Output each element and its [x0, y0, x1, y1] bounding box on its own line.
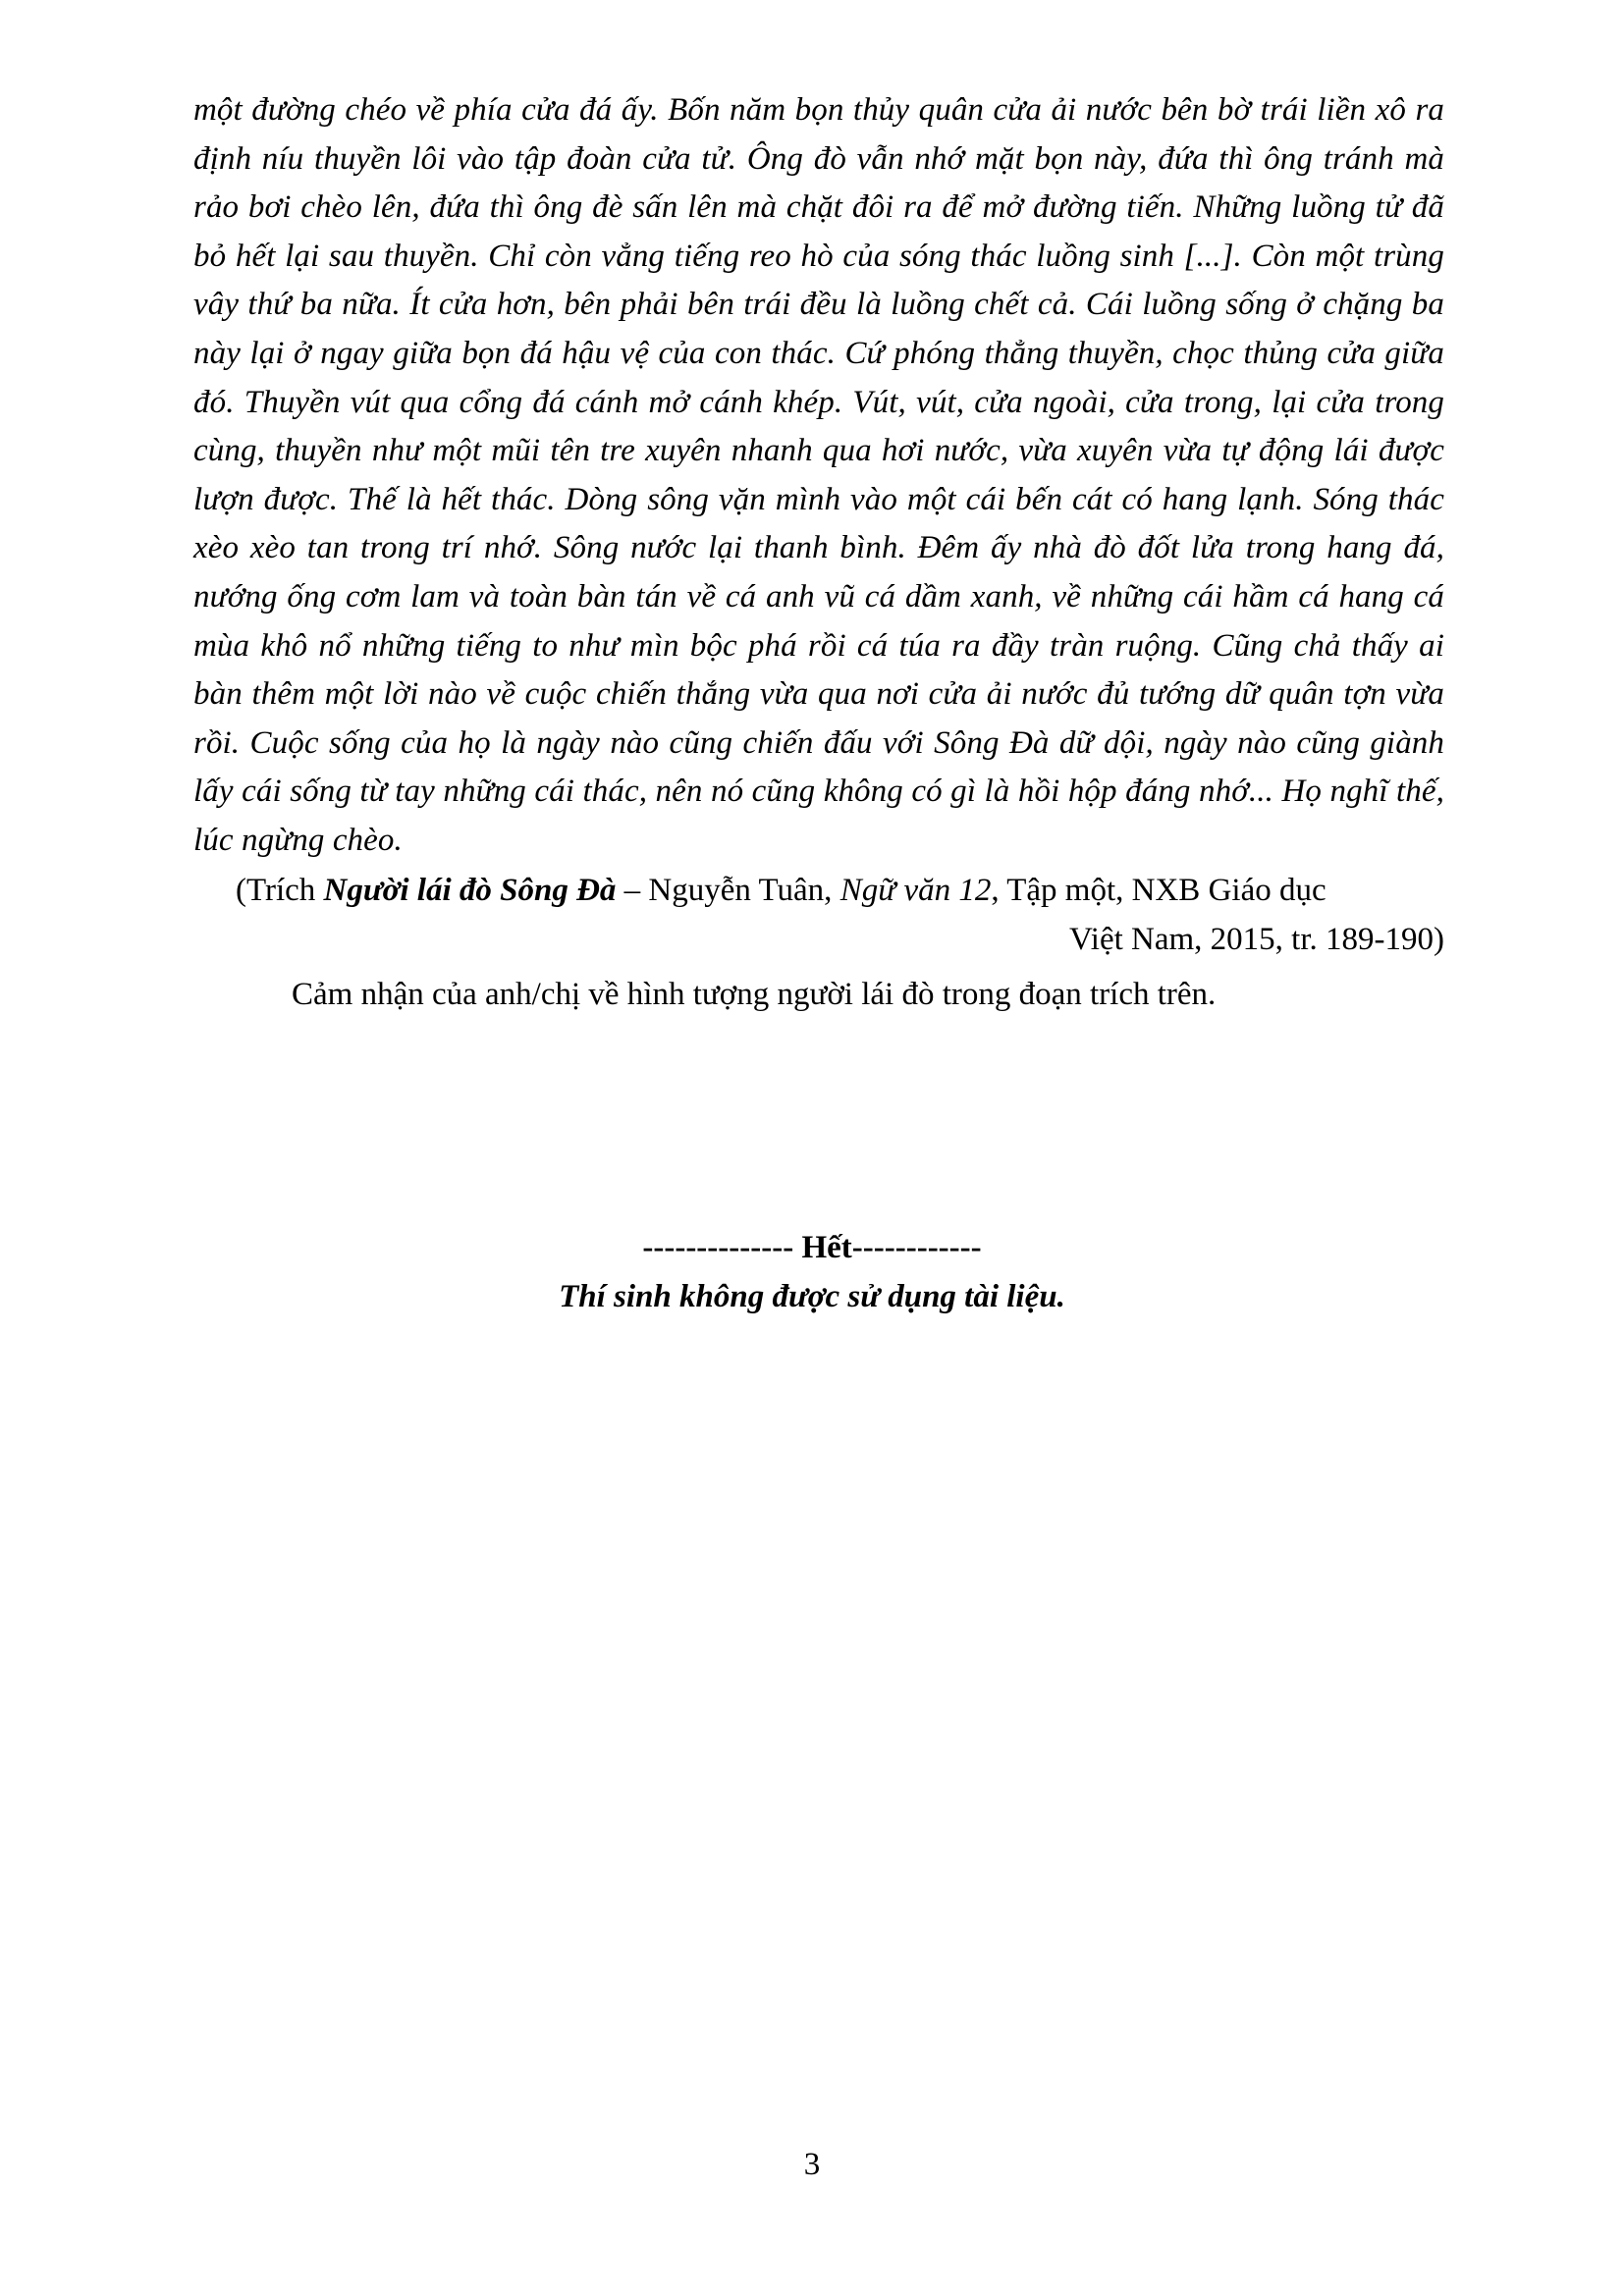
essay-prompt: Cảm nhận của anh/chị về hình tượng người lái đò trong đoạn trích trên.: [292, 976, 1217, 1012]
end-mark: -------------- Hết------------: [642, 1230, 982, 1265]
end-block: [0, 1223, 1624, 1321]
page-number: 3: [803, 2147, 821, 2182]
citation-open: (Trích: [236, 872, 324, 908]
excerpt-passage: một đường chéo về phía cửa đá ấy. Bốn năm bọn thủy quân cửa ải nước bên bờ trái liền xô ra định níu thuyền lôi vào tập đoàn cửa tử. Ông đò vẫn nhớ mặt bọn này, đứa thì ông tránh mà rảo bơi chèo lên, đứa thì ông đè sấn lên mà chặt đôi ra để mở đường tiến. Những luồng tử đã bỏ hết lại sau thuyền. Chỉ còn vẳng tiếng reo hò của sóng thác luồng sinh [...]. Còn một trùng vây thứ ba nữa. Ít cửa hơn, bên phải bên trái đều là luồng chết cả. Cái luồng sống ở chặng ba này lại ở ngay giữa bọn đá hậu vệ của con thác. Cứ phóng thẳng thuyền, chọc thủng cửa giữa đó. Thuyền vút qua cổng đá cánh mở cánh khép. Vút, vút, cửa ngoài, cửa trong, lại cửa trong cùng, thuyền như một mũi tên tre xuyên nhanh qua hơi nước, vừa xuyên vừa tự động lái được lượn được. Thế là hết thác. Dòng sông vặn mình vào một cái bến cát có hang lạnh. Sóng thác xèo xèo tan trong trí nhớ. Sông nước lại thanh bình. Đêm ấy nhà đò đốt lửa trong hang đá, nướng ống cơm lam và toàn bàn tán về cá anh vũ cá dầm xanh, về những cái hầm cá hang cá mùa khô nổ những tiếng to như mìn bộc phá rồi cá túa ra đầy tràn ruộng. Cũng chả thấy ai bàn thêm một lời nào về cuộc chiến thắng vừa qua nơi cửa ải nước đủ tướng dữ quân tợn vừa rồi. Cuộc sống của họ là ngày nào cũng chiến đấu với Sông Đà dữ dội, ngày nào cũng giành lấy cái sống từ tay những cái thác, nên nó cũng không có gì là hồi hộp đáng nhớ... Họ nghĩ thế, lúc ngừng chèo.: [193, 92, 1444, 858]
citation-work-title: Người lái đò Sông Đà: [323, 872, 617, 908]
citation-publisher: , Tập một, NXB Giáo dục: [991, 872, 1326, 908]
page-body: [193, 86, 1444, 1019]
end-note: Thí sinh không được sử dụng tài liệu.: [559, 1279, 1065, 1314]
citation-author: – Nguyễn Tuân,: [616, 872, 840, 908]
excerpt-citation: [193, 866, 1444, 964]
citation-line-2: Việt Nam, 2015, tr. 189-190): [1068, 921, 1444, 957]
citation-line-1: [193, 866, 1444, 915]
citation-textbook: Ngữ văn 12: [839, 872, 992, 908]
